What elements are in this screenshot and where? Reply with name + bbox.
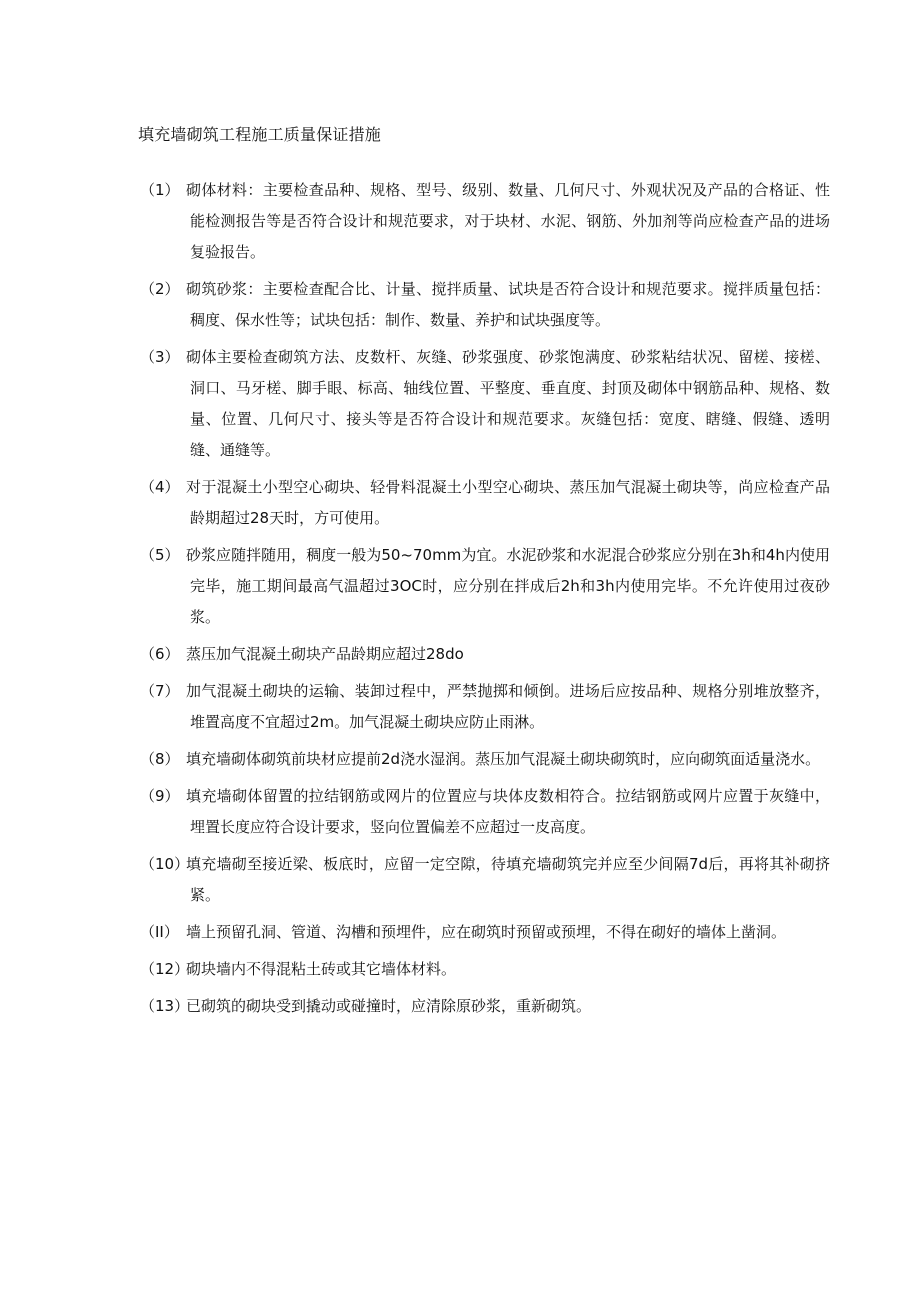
item-number: （8） <box>140 750 180 768</box>
item-text: 加气混凝土砌块的运输、装卸过程中，严禁抛掷和倾倒。进场后应按品种、规格分别堆放整齐，堆置高度不宜超过2m。加气混凝土砌块应防止雨淋。 <box>186 682 830 731</box>
list-item <box>140 744 830 775</box>
item-number: （6） <box>140 645 180 663</box>
item-text: 砂浆应随拌随用，稠度一般为50~70mm为宜。水泥砂浆和水泥混合砂浆应分别在3h和4h内使用完毕，施工期间最高气温超过3OC时，应分别在拌成后2h和3h内使用完毕。不允许使用过夜砂浆。 <box>186 546 830 626</box>
item-number: （12） <box>140 960 190 978</box>
list-item <box>140 274 830 336</box>
item-number: （10） <box>140 855 190 873</box>
list-item <box>140 676 830 738</box>
item-number: （13） <box>140 997 190 1015</box>
list-item <box>140 991 830 1022</box>
item-text: 对于混凝土小型空心砌块、轻骨料混凝土小型空心砌块、蒸压加气混凝土砌块等，尚应检查产品龄期超过28天时，方可使用。 <box>186 478 830 527</box>
item-number: （3） <box>140 348 180 366</box>
measures-list <box>140 175 830 1028</box>
list-item <box>140 849 830 911</box>
item-text: 蒸压加气混凝土砌块产品龄期应超过28do <box>186 645 464 663</box>
list-item <box>140 639 830 670</box>
item-text: 砌体材料：主要检查品种、规格、型号、级别、数量、几何尺寸、外观状况及产品的合格证、性能检测报告等是否符合设计和规范要求，对于块材、水泥、钢筋、外加剂等尚应检查产品的进场复验报告。 <box>186 181 830 261</box>
item-number: （9） <box>140 787 180 805</box>
item-text: 已砌筑的砌块受到撬动或碰撞时，应清除原砂浆，重新砌筑。 <box>186 997 592 1015</box>
list-item <box>140 540 830 633</box>
item-text: 填充墙砌至接近梁、板底时，应留一定空隙，待填充墙砌筑完并应至少间隔7d后，再将其补砌挤紧。 <box>186 855 830 904</box>
item-number: （2） <box>140 280 180 298</box>
item-text: 填充墙砌体砌筑前块材应提前2d浇水湿润。蒸压加气混凝土砌块砌筑时，应向砌筑面适量浇水。 <box>186 750 821 768</box>
item-text: 砌体主要检查砌筑方法、皮数杆、灰缝、砂浆强度、砂浆饱满度、砂浆粘结状况、留槎、接槎、洞口、马牙槎、脚手眼、标高、轴线位置、平整度、垂直度、封顶及砌体中钢筋品种、规格、数量、位置、几何尺寸、接头等是否符合设计和规范要求。灰缝包括：宽度、瞎缝、假缝、透明缝、通缝等。 <box>186 348 830 459</box>
item-number: （4） <box>140 478 180 496</box>
item-number: （II） <box>140 923 179 941</box>
list-item <box>140 917 830 948</box>
item-text: 砌筑砂浆：主要检查配合比、计量、搅拌质量、试块是否符合设计和规范要求。搅拌质量包括：稠度、保水性等；试块包括：制作、数量、养护和试块强度等。 <box>186 280 830 329</box>
list-item <box>140 342 830 466</box>
list-item <box>140 781 830 843</box>
item-text: 填充墙砌体留置的拉结钢筋或网片的位置应与块体皮数相符合。拉结钢筋或网片应置于灰缝中，埋置长度应符合设计要求，竖向位置偏差不应超过一皮高度。 <box>186 787 830 836</box>
item-number: （1） <box>140 181 180 199</box>
list-item <box>140 954 830 985</box>
item-text: 砌块墙内不得混粘土砖或其它墙体材料。 <box>186 960 457 978</box>
list-item <box>140 472 830 534</box>
list-item <box>140 175 830 268</box>
item-text: 墙上预留孔洞、管道、沟槽和预埋件，应在砌筑时预留或预埋，不得在砌好的墙体上凿洞。 <box>186 923 787 941</box>
document-title: 填充墙砌筑工程施工质量保证措施 <box>138 125 382 144</box>
item-number: （5） <box>140 546 180 564</box>
item-number: （7） <box>140 682 180 700</box>
